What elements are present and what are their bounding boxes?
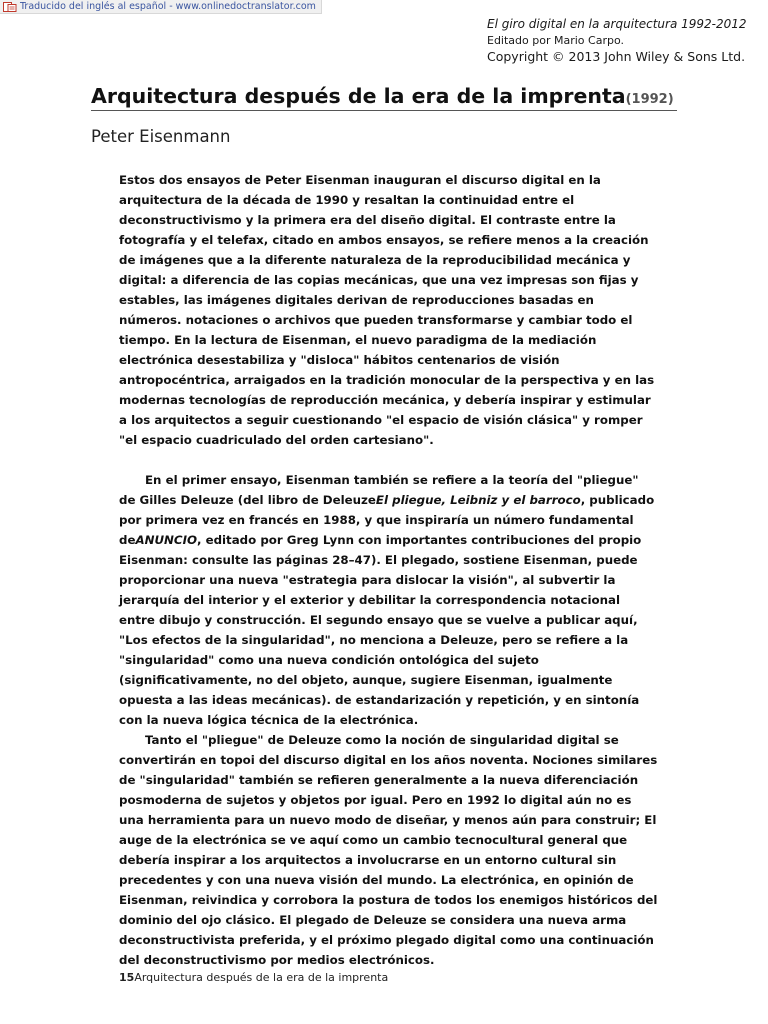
article-body	[119, 170, 659, 970]
page-number: 15	[119, 971, 135, 984]
book-title: El giro digital en la arquitectura 1992-2012	[487, 17, 747, 31]
book-title-italic: El pliegue, Leibniz y el barroco	[375, 493, 581, 507]
chapter-title-text: Arquitectura después de la era de la imprenta	[91, 84, 626, 108]
journal-title-italic: ANUNCIO	[135, 533, 197, 547]
chapter-author: Peter Eisenmann	[91, 127, 231, 146]
chapter-year: (1992)	[625, 92, 674, 107]
chapter-title	[91, 84, 677, 111]
body-paragraph-3: Tanto el "pliegue" de Deleuze como la noción de singularidad digital se convertirán en topoi del discurso digital en los años noventa. Nociones similares de "singularidad" también se refieren generalmente a la nueva diferenciación posmoderna de sujetos y objetos por igual. Pero en 1992 lo digital aún no es una herramienta para un nuevo modo de diseñar, y menos aún para construir; El auge de la electrónica se ve aquí como un cambio tecnocultural general que debería inspirar a los arquitectos a involucrarse en un entorno cultural sin precedentes y con una nueva visión del mundo. La electrónica, en opinión de Eisenman, reivindica y corrobora la postura de todos los enemigos históricos del dominio del ojo clásico. El plegado de Deleuze se considera una nueva arma deconstructivista preferida, y el próximo plegado digital como una continuación del deconstructivismo por medios electrónicos.	[119, 733, 658, 967]
intro-paragraph: Estos dos ensayos de Peter Eisenman inauguran el discurso digital en la arquitectura de la década de 1990 y resaltan la continuidad entre el deconstructivismo y la primera era del diseño digital. El contraste entre la fotografía y el telefax, citado en ambos ensayos, se refiere menos a la creación de imágenes que a la diferente naturaleza de la reproducibilidad mecánica y digital: a diferencia de las copias mecánicas, que una vez impresas son fijas y estables, las imágenes digitales derivan de reproducciones basadas en números. notaciones o archivos que pueden transformarse y cambiar todo el tiempo. En la lectura de Eisenman, el nuevo paradigma de la mediación electrónica desestabiliza y "disloca" hábitos centenarios de visión antropocéntrica, arraigados en la tradición monocular de la perspectiva y en las modernas tecnologías de reproducción mecánica, y debería inspirar y estimular a los arquitectos a seguir cuestionando "el espacio de visión clásica" y romper "el espacio cuadriculado del orden cartesiano".	[119, 173, 655, 447]
book-editor: Editado por Mario Carpo.	[487, 34, 624, 47]
translator-link[interactable]: Traducido del inglés al español - www.onlinedoctranslator.com	[20, 1, 316, 12]
body-paragraph-2: En el primer ensayo, Eisenman también se refiere a la teoría del "pliegue" de Gilles Deleuze (del libro de DeleuzeEl pliegue, Leibniz y el barroco, publicado por primera vez en francés en 1988, y que inspiraría un número fundamental deANUNCIO, editado por Greg Lynn con importantes contribuciones del propio Eisenman: consulte las páginas 28–47). El plegado, sostiene Eisenman, puede proporcionar una nueva "estrategia para dislocar la visión", al subvertir la jerarquía del interior y el exterior y debilitar la correspondencia notacional entre dibujo y construcción. El segundo ensayo que se vuelve a publicar aquí, "Los efectos de la singularidad", no menciona a Deleuze, pero se refiere a la "singularidad" como una nueva condición ontológica del sujeto (significativamente, no del objeto, aunque, sugiere Eisenman, igualmente opuesta a las ideas mecánicas). de estandarización y repetición, y en sintonía con la nueva lógica técnica de la electrónica.	[119, 473, 655, 727]
copyright-notice: Copyright © 2013 John Wiley & Sons Ltd.	[487, 49, 746, 64]
running-title: Arquitectura después de la era de la imprenta	[134, 971, 389, 984]
book-header	[487, 16, 747, 66]
document-translate-icon	[3, 2, 17, 12]
translator-banner[interactable]	[0, 0, 322, 14]
page-footer	[119, 971, 388, 984]
